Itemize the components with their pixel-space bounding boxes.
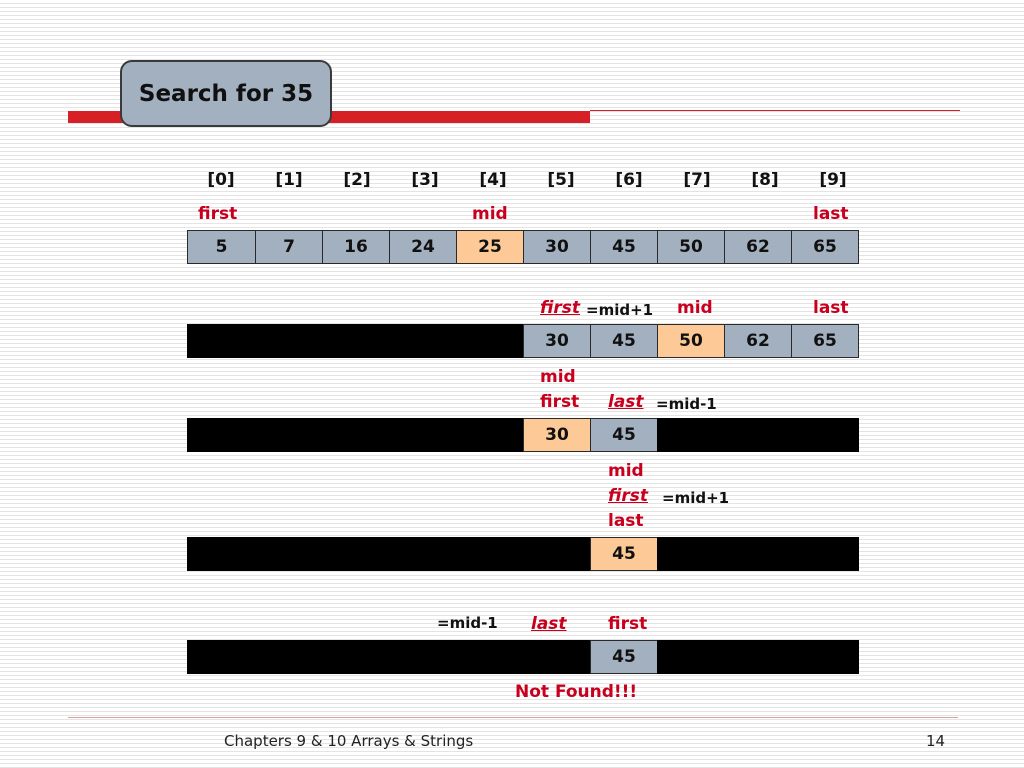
eliminated-cell (724, 418, 792, 452)
array-cell: 65 (791, 324, 859, 358)
array-cell: 45 (590, 418, 658, 452)
array-cell: 50 (657, 324, 725, 358)
eliminated-cell (657, 537, 725, 571)
not-found-message: Not Found!!! (515, 682, 638, 702)
eliminated-cell (389, 324, 457, 358)
footer-divider (68, 717, 958, 718)
pointer-last: last (608, 392, 644, 412)
pointer-first: first (608, 486, 649, 506)
index-label: [8] (751, 170, 779, 190)
eliminated-cell (255, 537, 323, 571)
eliminated-cell (322, 537, 390, 571)
eliminated-cell (389, 537, 457, 571)
index-label: [0] (207, 170, 235, 190)
index-label: [2] (343, 170, 371, 190)
pointer-first: first (540, 392, 580, 412)
eliminated-cell (389, 418, 457, 452)
array-cell: 65 (791, 230, 859, 264)
array-row-4 (187, 537, 871, 571)
index-label: [7] (683, 170, 711, 190)
eliminated-cell (791, 537, 859, 571)
page-number: 14 (926, 732, 946, 750)
index-label: [6] (615, 170, 643, 190)
eliminated-cell (187, 324, 256, 358)
eliminated-cell (456, 324, 524, 358)
array-cell: 62 (724, 230, 792, 264)
array-cell: 45 (590, 640, 658, 674)
pointer-mid: mid (472, 204, 508, 224)
array-cell: 45 (590, 230, 658, 264)
array-row-2 (187, 324, 871, 358)
eliminated-cell (187, 418, 256, 452)
array-cell: 30 (523, 418, 591, 452)
array-cell: 5 (187, 230, 256, 264)
eliminated-cell (791, 640, 859, 674)
eliminated-cell (322, 324, 390, 358)
assign-mid-plus-1: =mid+1 (662, 489, 730, 507)
array-row-5 (187, 640, 871, 674)
index-label: [4] (479, 170, 507, 190)
eliminated-cell (389, 640, 457, 674)
array-row-3 (187, 418, 871, 452)
index-label: [1] (275, 170, 303, 190)
eliminated-cell (322, 418, 390, 452)
array-cell: 24 (389, 230, 457, 264)
footer-text: Chapters 9 & 10 Arrays & Strings (224, 732, 474, 750)
assign-mid-minus-1: =mid-1 (656, 395, 717, 413)
eliminated-cell (724, 537, 792, 571)
eliminated-cell (523, 640, 591, 674)
array-cell: 25 (456, 230, 524, 264)
pointer-mid: mid (677, 298, 713, 318)
eliminated-cell (791, 418, 859, 452)
assign-mid-minus-1: =mid-1 (437, 614, 498, 632)
eliminated-cell (187, 537, 256, 571)
array-cell: 30 (523, 324, 591, 358)
pointer-mid: mid (608, 461, 644, 481)
assign-mid-plus-1: =mid+1 (586, 301, 654, 319)
pointer-mid: mid (540, 367, 576, 387)
array-cell: 16 (322, 230, 390, 264)
array-cell: 50 (657, 230, 725, 264)
pointer-first: first (608, 614, 648, 634)
eliminated-cell (322, 640, 390, 674)
array-cell: 45 (590, 324, 658, 358)
array-row-1 (187, 230, 871, 264)
eliminated-cell (255, 418, 323, 452)
eliminated-cell (255, 640, 323, 674)
eliminated-cell (657, 640, 725, 674)
array-cell: 45 (590, 537, 658, 571)
array-cell: 30 (523, 230, 591, 264)
pointer-last: last (813, 298, 849, 318)
pointer-first: first (540, 298, 581, 318)
pointer-last: last (531, 614, 567, 634)
eliminated-cell (456, 640, 524, 674)
slide-title: Search for 35 (120, 60, 332, 127)
index-label: [3] (411, 170, 439, 190)
array-cell: 7 (255, 230, 323, 264)
index-label: [9] (819, 170, 847, 190)
eliminated-cell (523, 537, 591, 571)
pointer-first: first (198, 204, 238, 224)
eliminated-cell (255, 324, 323, 358)
eliminated-cell (657, 418, 725, 452)
pointer-last: last (608, 511, 644, 531)
array-cell: 62 (724, 324, 792, 358)
eliminated-cell (187, 640, 256, 674)
index-label: [5] (547, 170, 575, 190)
title-accent-line (590, 110, 960, 111)
eliminated-cell (456, 418, 524, 452)
eliminated-cell (456, 537, 524, 571)
pointer-last: last (813, 204, 849, 224)
eliminated-cell (724, 640, 792, 674)
